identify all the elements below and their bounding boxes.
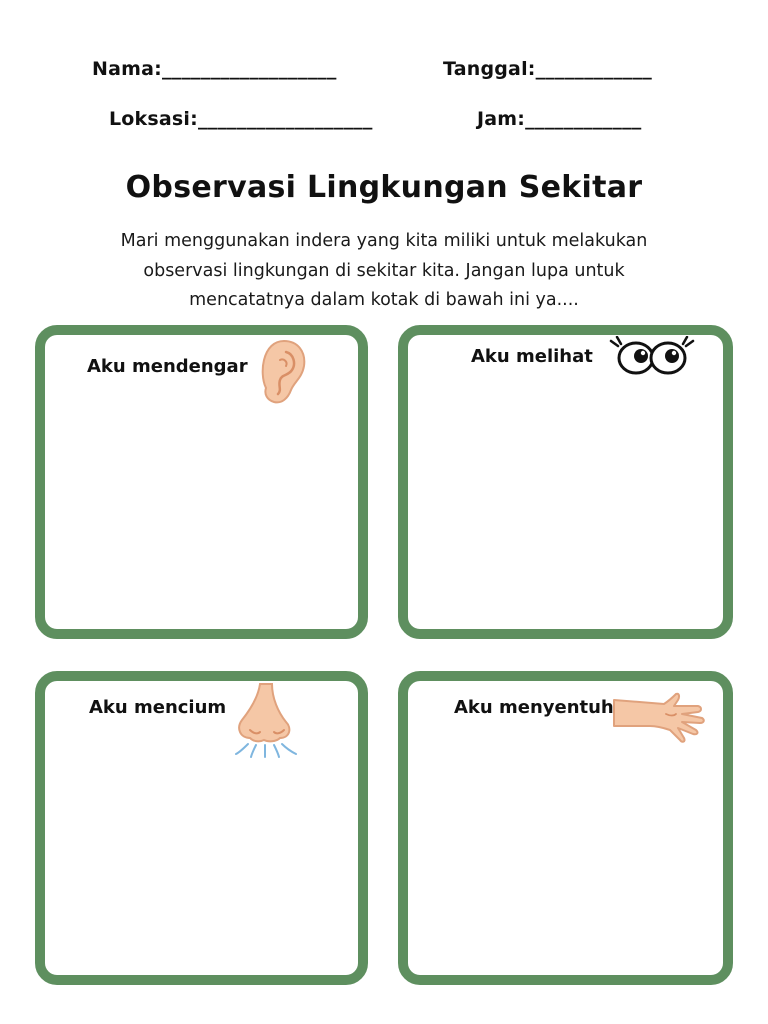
hearing-label: Aku mendengar — [87, 356, 248, 377]
smell-label: Aku mencium — [89, 697, 227, 718]
date-field[interactable]: Tanggal:____________ — [443, 58, 652, 80]
location-field[interactable]: Loksasi:__________________ — [109, 108, 373, 130]
touch-label: Aku menyentuh — [454, 697, 614, 718]
hand-icon — [612, 692, 706, 748]
nose-icon — [232, 682, 302, 760]
name-field[interactable]: Nama:__________________ — [92, 58, 337, 80]
page-title: Observasi Lingkungan Sekitar — [125, 170, 643, 205]
sight-label: Aku melihat — [471, 346, 593, 367]
intro-text: Mari menggunakan indera yang kita miliki untuk melakukan observasi lingkungan di sekitar kita. Jangan lupa untuk mencatatnya dalam kotak di bawah ini ya.... — [120, 231, 648, 310]
eyes-icon — [607, 336, 697, 378]
ear-icon — [258, 338, 308, 406]
smell-box[interactable] — [35, 671, 368, 985]
time-field[interactable]: Jam:____________ — [477, 108, 642, 130]
